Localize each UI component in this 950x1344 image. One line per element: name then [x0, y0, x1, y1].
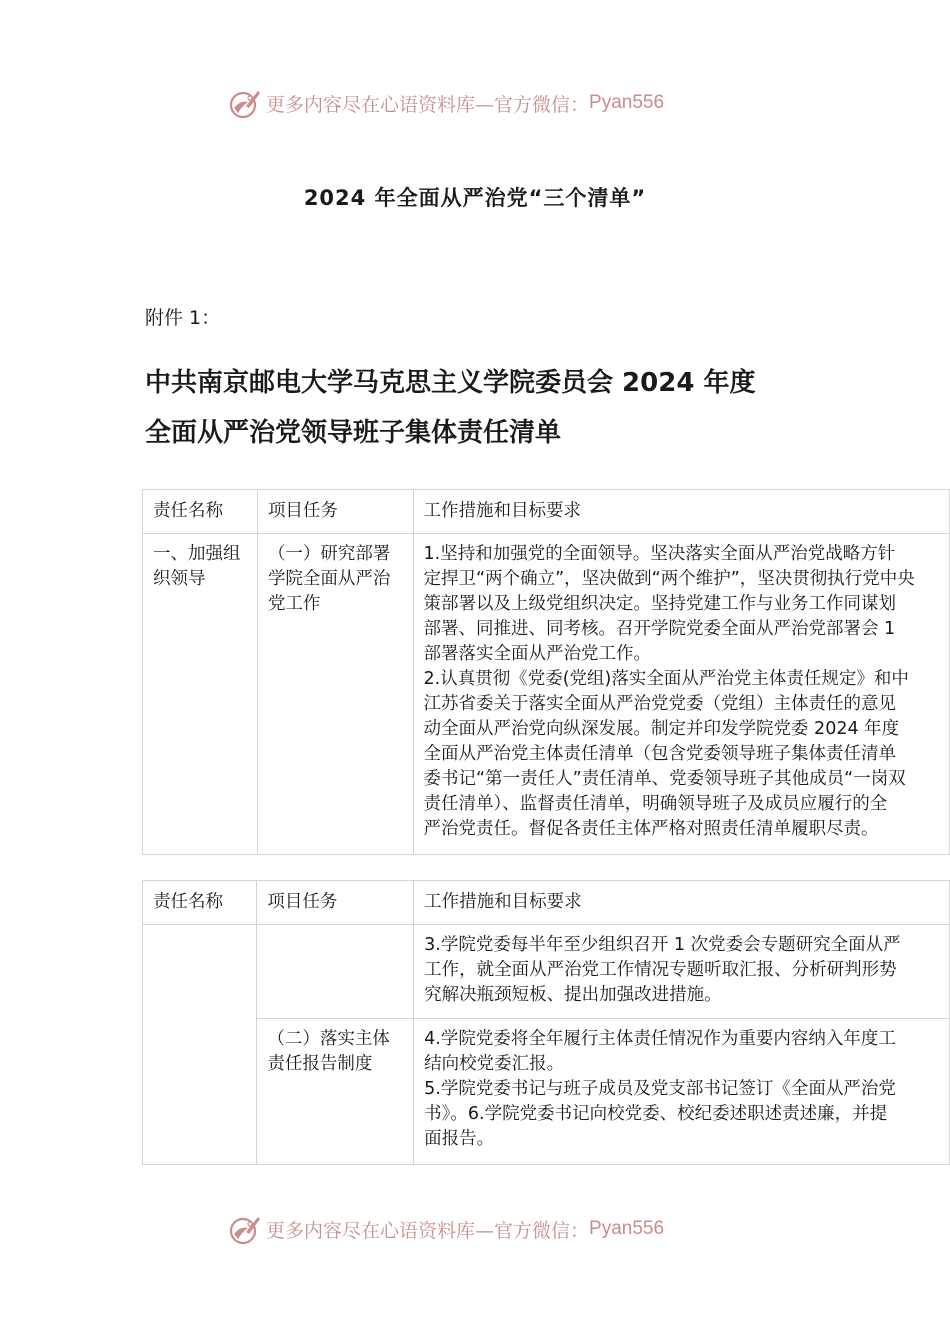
cell-task-continued — [257, 925, 414, 1019]
watermark-wechat-id: Pyan556 — [589, 1218, 665, 1239]
document-title: 2024 年全面从严治党“三个清单” — [303, 186, 647, 210]
pen-logo-icon — [228, 86, 262, 120]
measure-line: 严治党责任。督促各责任主体严格对照责任清单履职尽责。 — [423, 819, 879, 839]
cell-measures — [414, 1019, 950, 1165]
table-row — [143, 534, 950, 855]
cell-task: （一）研究部署学院全面从严治党工作 — [257, 534, 413, 855]
table-row — [143, 925, 950, 1019]
measure-line: 结向校党委汇报。 — [424, 1054, 565, 1074]
heading-line-1: 中共南京邮电大学马克思主义学院委员会 2024 年度 — [145, 368, 756, 398]
header-responsibility: 责任名称 — [143, 881, 257, 925]
measure-line: 委书记“第一责任人”责任清单、党委领导班子其他成员“一岗双 — [423, 769, 906, 789]
measure-line: 部署、同推进、同考核。召开学院党委全面从严治党部署会 1 — [423, 619, 896, 639]
cell-measures — [414, 925, 950, 1019]
header-measures: 工作措施和目标要求 — [414, 881, 950, 925]
header-task: 项目任务 — [257, 881, 414, 925]
measure-line: 工作，就全面从严治党工作情况专题听取汇报、分析研判形势 — [424, 960, 897, 980]
measure-line: 2.认真贯彻《党委(党组)落实全面从严治党主体责任规定》和中 — [423, 669, 909, 689]
measure-line: 策部署以及上级党组织决定。坚持党建工作与业务工作同谋划 — [423, 594, 896, 614]
measure-line: 江苏省委关于落实全面从严治党党委（党组）主体责任的意见 — [423, 694, 896, 714]
measure-line: 定捍卫“两个确立”，坚决做到“两个维护”，坚决贯彻执行党中央 — [423, 569, 915, 589]
watermark-text: 更多内容尽在心语资料库—官方微信： — [266, 93, 590, 116]
measure-line: 1.坚持和加强党的全面领导。坚决落实全面从严治党战略方针 — [423, 544, 896, 564]
responsibility-table-part-2 — [142, 880, 950, 1165]
watermark-bottom — [228, 1212, 664, 1246]
pen-logo-icon — [228, 1212, 262, 1246]
watermark-text: 更多内容尽在心语资料库—官方微信： — [266, 1219, 590, 1242]
header-responsibility: 责任名称 — [143, 490, 258, 534]
measure-line: 动全面从严治党向纵深发展。制定并印发学院党委 2024 年度 — [423, 719, 900, 739]
cell-task: （二）落实主体责任报告制度 — [257, 1019, 414, 1165]
watermark-top — [228, 86, 664, 120]
attachment-label: 附件 1： — [145, 307, 221, 329]
measure-line: 责任清单）、监督责任清单，明确领导班子及成员应履行的全 — [423, 794, 888, 814]
cell-responsibility: 一、加强组织领导 — [143, 534, 258, 855]
measure-line: 书》。6.学院党委书记向校党委、校纪委述职述责述廉，并提 — [424, 1104, 888, 1124]
header-task: 项目任务 — [257, 490, 413, 534]
responsibility-table-part-1 — [142, 489, 950, 855]
measure-line: 4.学院党委将全年履行主体责任情况作为重要内容纳入年度工 — [424, 1029, 896, 1049]
table-row — [143, 1019, 950, 1165]
cell-measures — [413, 534, 950, 855]
measure-line: 5.学院党委书记与班子成员及党支部书记签订《全面从严治党 — [424, 1079, 896, 1099]
measure-line: 部署落实全面从严治党工作。 — [423, 644, 651, 664]
measure-line: 全面从严治党主体责任清单（包含党委领导班子集体责任清单 — [423, 744, 896, 764]
measure-line: 面报告。 — [424, 1129, 495, 1149]
measure-line: 3.学院党委每半年至少组织召开 1 次党委会专题研究全面从严 — [424, 935, 901, 955]
table-header-row — [143, 490, 950, 534]
measure-line: 究解决瓶颈短板、提出加强改进措施。 — [424, 985, 722, 1005]
header-measures: 工作措施和目标要求 — [413, 490, 950, 534]
watermark-wechat-id: Pyan556 — [589, 92, 665, 113]
cell-responsibility-continued — [143, 925, 257, 1165]
heading-line-2: 全面从严治党领导班子集体责任清单 — [145, 418, 562, 448]
table-header-row — [143, 881, 950, 925]
